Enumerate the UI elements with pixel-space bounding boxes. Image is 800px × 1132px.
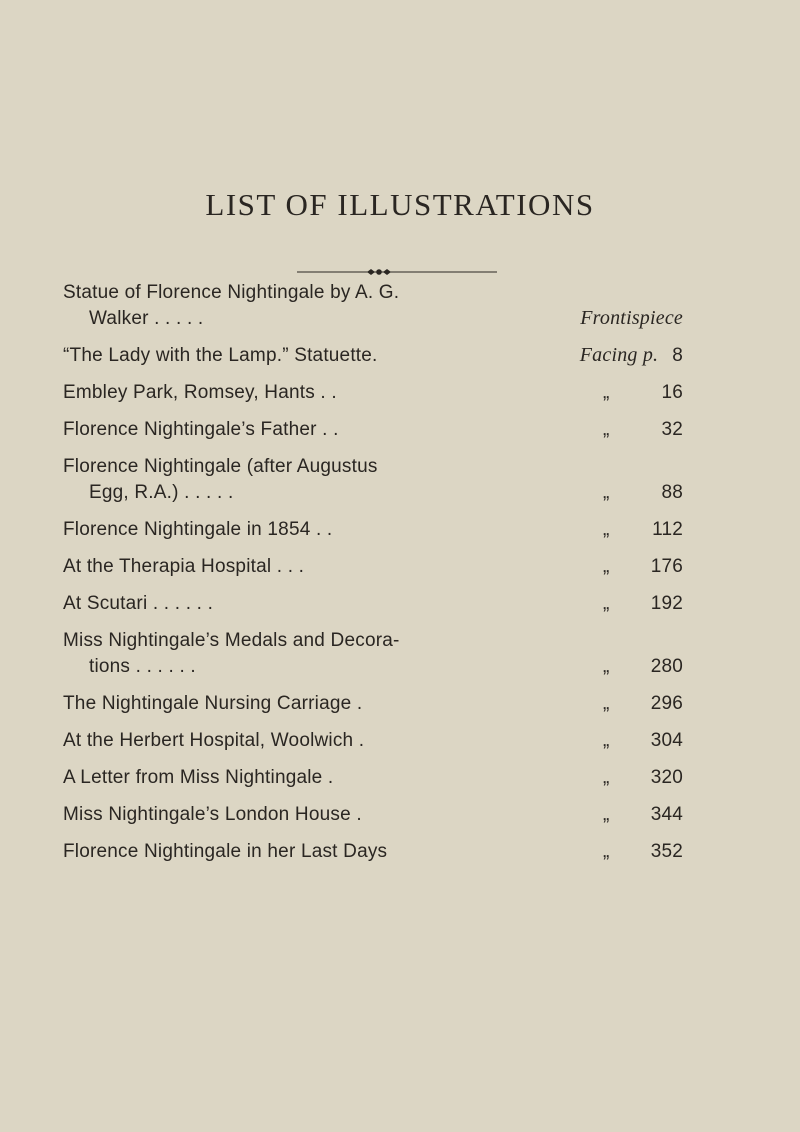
illustration-title: Embley Park, Romsey, Hants . . (63, 382, 337, 403)
illustration-title: At the Therapia Hospital . . . (63, 556, 305, 577)
page-reference (603, 380, 683, 406)
page-reference (603, 728, 683, 754)
list-item (63, 765, 683, 791)
illustration-title: At Scutari . . . . . . (63, 593, 214, 614)
illustration-title: The Nightingale Nursing Carriage . (63, 693, 363, 714)
page-reference (603, 839, 683, 865)
illustration-title: Miss Nightingale’s London House . (63, 804, 362, 825)
illustration-title-continued: Walker . . . . . (89, 308, 204, 329)
illustration-title: “The Lady with the Lamp.” Statuette. (63, 345, 378, 366)
page-number: 320 (650, 767, 683, 788)
list-item (63, 380, 683, 406)
page-number: 16 (661, 382, 683, 403)
page-number: 344 (650, 804, 683, 825)
list-item (63, 802, 683, 828)
illustration-title: Florence Nightingale in 1854 . . (63, 519, 333, 540)
page-number: 176 (650, 556, 683, 577)
ditto-mark: „ (603, 482, 610, 503)
ditto-mark: „ (603, 730, 610, 751)
list-item (63, 454, 683, 506)
illustration-title-continued: tions . . . . . . (89, 656, 196, 677)
list-item (63, 728, 683, 754)
ditto-mark: „ (603, 841, 610, 862)
illustration-title: A Letter from Miss Nightingale . (63, 767, 334, 788)
list-item (63, 280, 683, 332)
ditto-mark: „ (603, 693, 610, 714)
page-reference (603, 480, 683, 506)
page-reference (603, 765, 683, 791)
page-number: 88 (661, 482, 683, 503)
ditto-mark: „ (603, 382, 610, 403)
illustration-title: At the Herbert Hospital, Woolwich . (63, 730, 365, 751)
ditto-mark: „ (603, 556, 610, 577)
page-reference (603, 591, 683, 617)
page-reference (580, 342, 683, 369)
page-reference (603, 517, 683, 543)
list-item (63, 517, 683, 543)
list-item (63, 343, 683, 369)
illustration-title-continued: Egg, R.A.) . . . . . (89, 482, 234, 503)
divider-ornament (297, 267, 497, 277)
illustration-title: Florence Nightingale’s Father . . (63, 419, 339, 440)
page-reference (603, 417, 683, 443)
illustration-title: Statue of Florence Nightingale by A. G. (63, 282, 400, 303)
illustration-title: Florence Nightingale in her Last Days (63, 841, 388, 862)
list-item (63, 417, 683, 443)
page-number: 296 (650, 693, 683, 714)
ditto-mark: „ (603, 419, 610, 440)
page-title: LIST OF ILLUSTRATIONS (205, 187, 595, 222)
page-reference (603, 654, 683, 680)
list-item (63, 554, 683, 580)
page-number: 304 (650, 730, 683, 751)
page-number: 352 (650, 841, 683, 862)
page-reference (603, 691, 683, 717)
ditto-mark: „ (603, 519, 610, 540)
page-number: 192 (650, 593, 683, 614)
ditto-mark: „ (603, 804, 610, 825)
page-number: 32 (661, 419, 683, 440)
illustration-title: Florence Nightingale (after Augustus (63, 456, 378, 477)
page-reference (580, 305, 683, 332)
page-number: 112 (652, 519, 683, 540)
page-reference (603, 802, 683, 828)
list-item (63, 691, 683, 717)
ditto-mark: „ (603, 593, 610, 614)
list-item (63, 628, 683, 680)
page-number: 280 (650, 656, 683, 677)
list-item (63, 839, 683, 865)
illustrations-list (63, 280, 683, 876)
page-reference (603, 554, 683, 580)
reference-label: Frontispiece (580, 307, 683, 329)
reference-label: Facing p. (579, 344, 659, 366)
illustration-title: Miss Nightingale’s Medals and Decora- (63, 630, 400, 651)
ditto-mark: „ (603, 656, 610, 677)
list-item (63, 591, 683, 617)
page-number: 8 (672, 345, 683, 366)
ditto-mark: „ (603, 767, 610, 788)
